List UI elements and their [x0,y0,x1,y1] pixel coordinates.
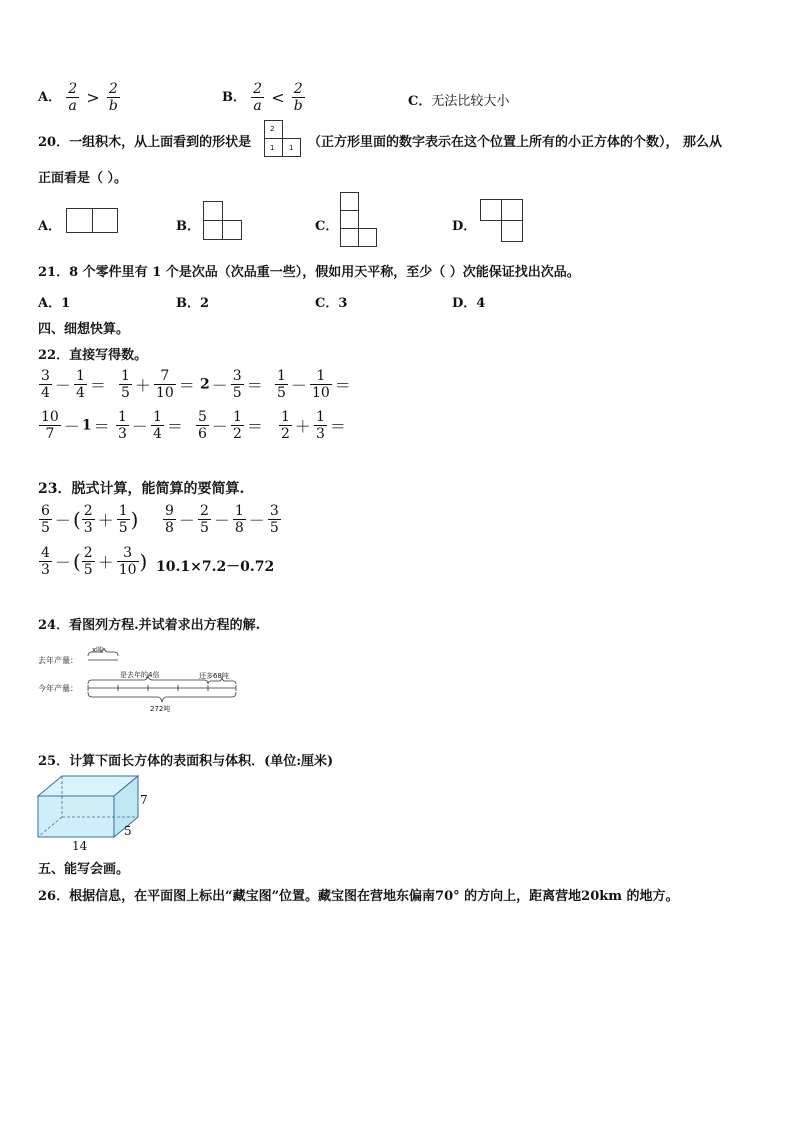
q23-expr-1: $\frac{6}{5}$ － ( $\frac{2}{3}$ ＋ $\frac{1}{5}$ ) [41,503,139,536]
q23-title: 23．脱式计算，能简算的要简算. [38,481,245,497]
q23-expr-4: 10.1×7.2－0.72 [156,559,275,575]
cuboid-figure [30,770,170,850]
fraction: $\frac{2}{a}$ [253,81,263,114]
grid-cell: 1 [264,138,283,157]
q22-expr-2: $\frac{1}{5}$ ＋ $\frac{7}{10}$ ＝ [121,368,195,401]
q22-expr-1: $\frac{3}{4}$ － $\frac{1}{4}$ ＝ [41,368,106,401]
q22-expr-7: $\frac{5}{6}$ － $\frac{1}{2}$ ＝ [198,409,263,442]
fraction: $\frac{2}{b}$ [108,81,118,114]
fraction: $\frac{2}{b}$ [293,81,303,114]
total-label: 272吨 [150,705,171,713]
q22-expr-8: $\frac{1}{2}$ ＋ $\frac{1}{3}$ ＝ [281,409,346,442]
q21-option-b: B．2 [176,296,210,311]
last-year-label: 去年产量： [38,656,78,665]
q22-expr-4: $\frac{1}{5}$ － $\frac{1}{10}$ ＝ [277,368,351,401]
q24-title: 24．看图列方程.并试着求出方程的解. [38,618,261,633]
q21-option-a: A．1 [38,296,71,311]
q26-text: 26．根据信息，在平面图上标出“藏宝图”位置。藏宝图在营地东偏南70° 的方向上，距离营地20km 的地方。 [38,889,679,904]
q23-expr-2: $\frac{9}{8}$ － $\frac{2}{5}$ － $\frac{1}{8}$ － $\frac{3}{5}$ [165,503,279,536]
grid-cell: 1 [282,138,301,157]
cuboid-length-label: 14 [72,839,88,853]
q25-title: 25．计算下面长方体的表面积与体积．(单位:厘米) [38,754,334,769]
q22-title: 22．直接写得数。 [38,348,148,363]
q22-expr-3: 2 － $\frac{3}{5}$ ＝ [200,368,263,401]
q21-text: 21．8 个零件里有 1 个是次品（次品重一些），假如用天平称，至少（ ）次能保证找出次品。 [38,265,580,280]
q20-suffix: （正方形里面的数字表示在这个位置上所有的小正方体的个数）， 那么从 [308,135,723,150]
q22-expr-6: $\frac{1}{3}$ － $\frac{1}{4}$ ＝ [118,409,183,442]
q23-expr-3: $\frac{4}{3}$ － ( $\frac{2}{5}$ ＋ $\frac{3}{10}$ ) [41,545,148,578]
q21-option-d: D．4 [452,296,486,311]
fraction: $\frac{2}{a}$ [68,81,78,114]
q20-line2: 正面看是（ ）。 [38,171,128,186]
cuboid-height-label: 7 [140,793,148,807]
grid-cell: 2 [264,120,283,139]
more-label: 还多68吨 [199,672,229,680]
q20-option-a-label: A． [38,219,62,234]
four-times-label: 是去年的4倍 [120,671,160,679]
this-year-label: 今年产量： [38,684,78,693]
x-label: x吨 [92,646,104,654]
q20-option-d-label: D． [452,219,477,234]
q21-option-c: C．3 [315,296,348,311]
q20-option-b-label: B． [176,219,200,234]
section-5-heading: 五、能写会画。 [38,862,130,877]
q22-expr-5: $\frac{10}{7}$ － 1 ＝ [41,409,110,442]
q19-option-c: C．无法比较大小 [408,94,510,109]
q20-option-c-label: C． [315,219,339,234]
q19-option-a: A． $\frac{2}{a}$ > $\frac{2}{b}$ [38,81,118,114]
cuboid-width-label: 5 [124,824,132,838]
q19-option-b: B． $\frac{2}{a}$ < $\frac{2}{b}$ [222,81,303,114]
section-4-heading: 四、细想快算。 [38,322,130,337]
q20-prefix: 20．一组积木，从上面看到的形状是 [38,135,252,150]
